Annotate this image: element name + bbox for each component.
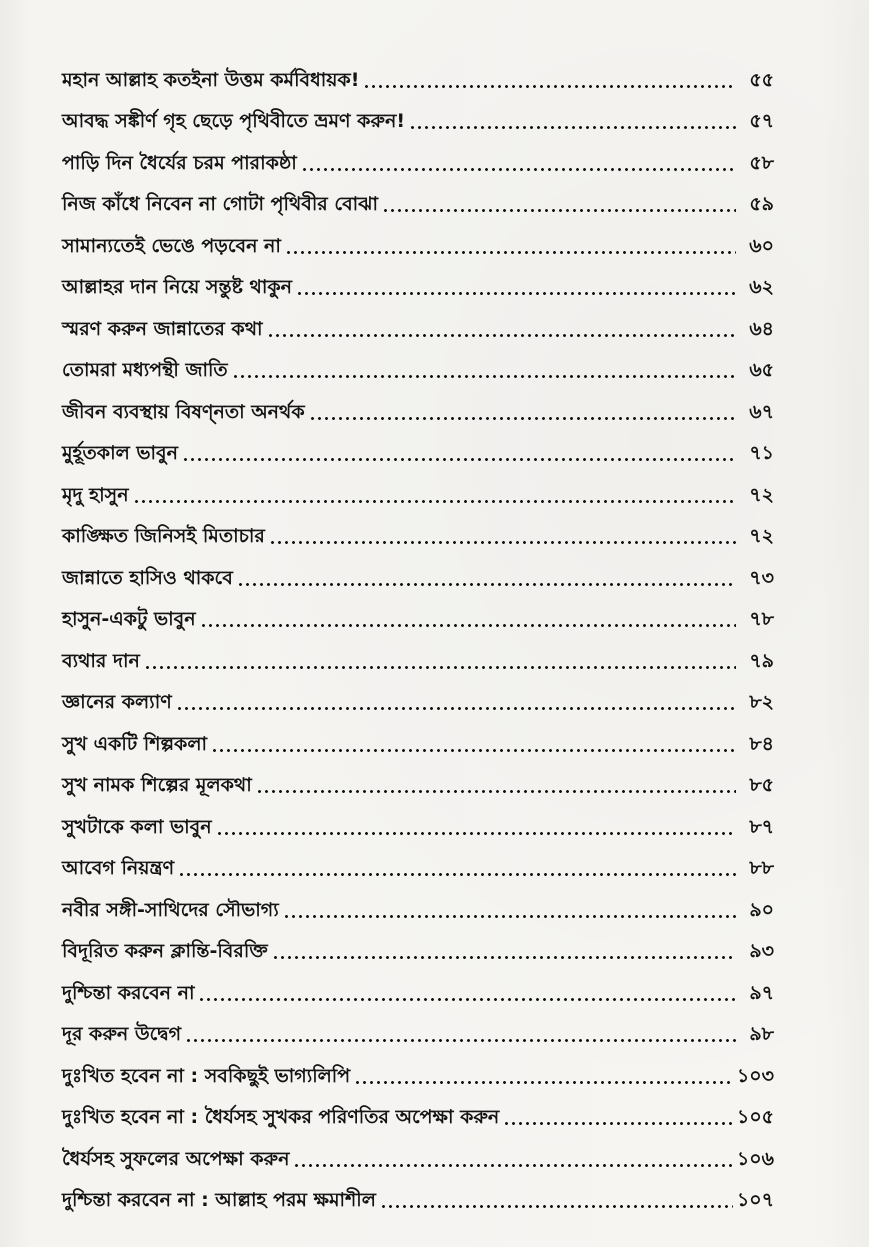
toc-entry-page-number: ৬৭ — [749, 400, 774, 423]
dot-leader — [285, 251, 736, 254]
dot-leader — [237, 583, 736, 586]
toc-entry-page-number: ৭২ — [749, 525, 774, 547]
toc-entry-page-number: ৭১ — [749, 442, 774, 464]
dot-leader — [232, 375, 736, 378]
dot-leader — [283, 915, 736, 918]
toc-entry-title: কাঙ্ক্ষিত জিনিসই মিতাচার — [62, 525, 265, 547]
dot-leader — [503, 1122, 733, 1125]
toc-entry — [62, 1010, 774, 1052]
toc-entry-title: পাড়ি দিন ধৈর্যের চরম পারাকষ্ঠা — [62, 151, 297, 174]
dot-leader — [216, 832, 736, 835]
toc-entry — [62, 263, 774, 305]
toc-entry-page-number: ১০৭ — [736, 1189, 774, 1211]
toc-entry — [62, 470, 774, 512]
toc-entry-page-number: ৬২ — [749, 276, 774, 298]
dot-leader — [200, 624, 736, 627]
toc-entry-page-number: ১০৫ — [736, 1106, 774, 1128]
toc-entry-title: সুখ একটি শিল্পকলা — [62, 732, 207, 755]
toc-entry-page-number: ৬৪ — [749, 317, 774, 340]
toc-entry-page-number: ৫৭ — [749, 110, 774, 132]
dot-leader — [354, 1081, 733, 1084]
toc-entry-title: মহান আল্লাহ কতইনা উত্তম কর্মবিধায়ক! — [62, 68, 360, 91]
toc-entry-page-number: ৮৪ — [749, 732, 774, 755]
toc-entry-title: জীবন ব্যবস্থায় বিষণ্নতা অনর্থক — [62, 400, 305, 423]
toc-entry — [62, 885, 774, 927]
toc-entry-title: তোমরা মধ্যপন্থী জাতি — [62, 359, 228, 381]
toc-entry-page-number: ৯০ — [749, 898, 774, 921]
dot-leader — [267, 334, 736, 337]
toc-entry — [62, 512, 774, 554]
toc-entry — [62, 1134, 774, 1176]
toc-entry-title: দূর করুন উদ্বেগ — [62, 1023, 182, 1045]
toc-entry — [62, 927, 774, 969]
toc-entry — [62, 138, 774, 180]
toc-entry-page-number: ৫৫ — [749, 68, 774, 91]
toc-entry-page-number: ৭৩ — [749, 566, 774, 589]
toc-entry-page-number: ৯৭ — [749, 981, 774, 1004]
toc-entry — [62, 387, 774, 429]
dot-leader — [382, 209, 736, 212]
toc-entry — [62, 180, 774, 222]
toc-entry — [62, 844, 774, 886]
toc-entry-page-number: ৮৭ — [749, 815, 774, 838]
toc-entry-title: জ্ঞানের কল্যাণ — [62, 691, 172, 713]
toc-entry — [62, 1176, 774, 1218]
toc-entry-page-number: ৮৫ — [749, 774, 774, 796]
toc-entry-page-number: ৫৮ — [749, 151, 774, 174]
dot-leader — [301, 168, 736, 171]
toc-entry-title: ব্যথার দান — [62, 649, 140, 672]
toc-entry-title: জান্নাতে হাসিও থাকবে — [62, 566, 233, 589]
dot-leader — [185, 1039, 736, 1042]
toc-entry-title: নিজ কাঁধে নিবেন না গোটা পৃথিবীর বোঝা — [62, 193, 379, 215]
toc-entry-page-number: ৮২ — [749, 691, 774, 713]
toc-entry-title: আবেগ নিয়ন্ত্রণ — [62, 857, 175, 879]
toc-entry-page-number: ৬০ — [749, 234, 774, 257]
toc-entry-title: সামান্যতেই ভেঙে পড়বেন না — [62, 234, 281, 257]
dot-leader — [363, 85, 736, 88]
toc-entry-page-number: ৬৫ — [749, 359, 774, 381]
toc-entry — [62, 553, 774, 595]
toc-entry-title: আল্লাহর দান নিয়ে সন্তুষ্ট থাকুন — [62, 276, 292, 298]
toc-entry-title: দুশ্চিন্তা করবেন না — [62, 981, 195, 1004]
dot-leader — [211, 749, 736, 752]
toc-entry-page-number: ১০৬ — [736, 1147, 774, 1170]
toc-entry — [62, 761, 774, 803]
table-of-contents — [62, 55, 774, 1217]
toc-entry-title: নবীর সঙ্গী-সাথিদের সৌভাগ্য — [62, 898, 279, 921]
toc-entry-title: ধৈর্যসহ সুফলের অপেক্ষা করুন — [62, 1147, 290, 1170]
dot-leader — [133, 500, 736, 503]
toc-entry — [62, 304, 774, 346]
toc-entry-title: দুশ্চিন্তা করবেন না : আল্লাহ পরম ক্ষমাশীল — [62, 1189, 376, 1211]
toc-entry-title: সুখ নামক শিল্পের মূলকথা — [62, 774, 252, 796]
dot-leader — [409, 126, 736, 129]
toc-entry — [62, 1051, 774, 1093]
toc-entry — [62, 968, 774, 1010]
toc-entry-title: স্মরণ করুন জান্নাতের কথা — [62, 317, 263, 340]
dot-leader — [269, 541, 736, 544]
toc-entry-page-number: ৮৮ — [749, 857, 774, 879]
toc-entry — [62, 595, 774, 637]
toc-entry-title: মুর্হূতকাল ভাবুন — [62, 442, 178, 464]
dot-leader — [198, 998, 736, 1001]
toc-entry-page-number: ৯৮ — [749, 1023, 774, 1045]
dot-leader — [144, 666, 736, 669]
dot-leader — [176, 707, 736, 710]
toc-entry — [62, 719, 774, 761]
toc-entry-title: দুঃখিত হবেন না : ধৈর্যসহ সুখকর পরিণতির অপেক্ষা করুন — [62, 1106, 500, 1128]
toc-entry-page-number: ৭৯ — [749, 649, 774, 672]
toc-entry — [62, 429, 774, 471]
toc-entry-title: হাসুন-একটু ভাবুন — [62, 608, 196, 630]
toc-entry-title: দুঃখিত হবেন না : সবকিছুই ভাগ্যলিপি — [62, 1064, 351, 1087]
toc-entry-page-number: ৫৯ — [749, 193, 774, 215]
toc-entry-page-number: ১০৩ — [736, 1064, 774, 1087]
toc-entry — [62, 221, 774, 263]
toc-entry-page-number: ৯৩ — [749, 940, 774, 962]
toc-entry — [62, 97, 774, 139]
toc-entry-page-number: ৭২ — [749, 483, 774, 506]
toc-entry-title: সুখটাকে কলা ভাবুন — [62, 815, 212, 838]
toc-entry — [62, 1093, 774, 1135]
dot-leader — [256, 790, 736, 793]
toc-entry — [62, 55, 774, 97]
dot-leader — [293, 1164, 733, 1167]
dot-leader — [178, 873, 736, 876]
toc-entry — [62, 802, 774, 844]
toc-entry-page-number: ৭৮ — [749, 608, 774, 630]
toc-entry — [62, 678, 774, 720]
toc-entry-title: মৃদু হাসুন — [62, 483, 129, 506]
toc-entry-title: আবদ্ধ সঙ্কীর্ণ গৃহ ছেড়ে পৃথিবীতে ভ্রমণ করুন! — [62, 110, 405, 132]
dot-leader — [296, 292, 736, 295]
toc-entry — [62, 346, 774, 388]
toc-entry — [62, 636, 774, 678]
toc-entry-title: বিদূরিত করুন ক্লান্তি-বিরক্তি — [62, 940, 268, 962]
dot-leader — [272, 956, 736, 959]
dot-leader — [380, 1205, 733, 1208]
dot-leader — [182, 458, 736, 461]
dot-leader — [309, 417, 736, 420]
